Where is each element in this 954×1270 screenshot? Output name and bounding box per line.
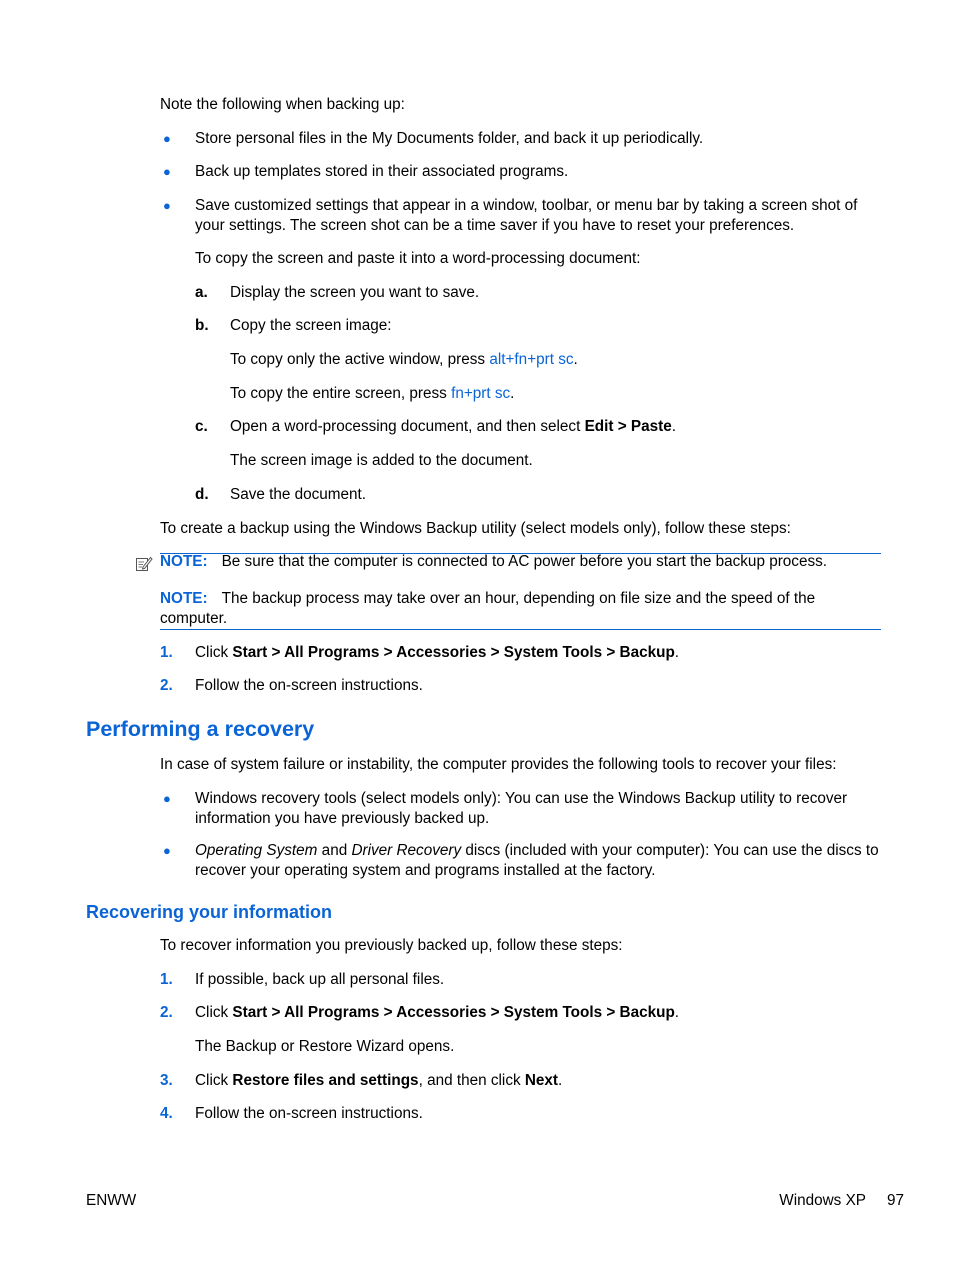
step-number: 1. xyxy=(160,644,173,661)
step-text: Click xyxy=(195,644,233,661)
section-heading: Performing a recovery xyxy=(86,717,315,741)
option-name: Restore files and settings xyxy=(232,1072,419,1089)
bullet-icon: ● xyxy=(163,843,171,858)
instruction-text: To copy only the active window, press xyxy=(230,351,490,368)
list-item: Save customized settings that appear in a window, toolbar, or menu bar by taking a screen shot of your settings. The screen shot can be a time saver if you have to reset your preferences. xyxy=(195,197,858,234)
punctuation: . xyxy=(558,1072,563,1089)
sub-step-d: Save the document. xyxy=(230,486,367,503)
list-item: Windows recovery tools (select models only): You can use the Windows Backup utility to recover information you have previously backed up. xyxy=(195,790,848,827)
step-letter: d. xyxy=(195,486,209,503)
step-number: 1. xyxy=(160,971,173,988)
list-text: and xyxy=(317,842,352,859)
list-item: Store personal files in the My Documents folder, and back it up periodically. xyxy=(195,130,704,147)
step-letter: b. xyxy=(195,317,209,334)
recover-step-1: If possible, back up all personal files. xyxy=(195,971,445,988)
footer-right xyxy=(779,1191,904,1211)
keyboard-shortcut: alt+fn+prt sc xyxy=(489,351,574,368)
bullet-icon: ● xyxy=(163,131,171,146)
step-letter: c. xyxy=(195,418,208,435)
note-1 xyxy=(160,552,885,572)
page-number: 97 xyxy=(886,1192,904,1209)
italic-term: Operating System xyxy=(195,842,318,859)
footer-left: ENWW xyxy=(86,1192,137,1209)
recover-step-2 xyxy=(195,1003,885,1023)
keyboard-shortcut: fn+prt sc xyxy=(451,385,511,402)
intro-text: Note the following when backing up: xyxy=(160,96,405,113)
step-text: Click xyxy=(195,1072,233,1089)
active-window-instruction xyxy=(230,350,880,370)
backup-step-1 xyxy=(195,643,885,663)
italic-term: Driver Recovery xyxy=(351,842,462,859)
step-number: 2. xyxy=(160,1004,173,1021)
entire-screen-instruction xyxy=(230,384,880,404)
step-number: 3. xyxy=(160,1072,173,1089)
instruction-text: To copy the entire screen, press xyxy=(230,385,452,402)
menu-path: Start > All Programs > Accessories > System Tools > Backup xyxy=(232,1004,675,1021)
note-label: NOTE: xyxy=(160,590,208,607)
backup-step-2: Follow the on-screen instructions. xyxy=(195,677,423,694)
note-pencil-icon xyxy=(135,555,153,573)
bullet-icon: ● xyxy=(163,198,171,213)
punctuation: . xyxy=(674,644,680,661)
punctuation: . xyxy=(573,351,578,368)
list-text: discs (included with your computer): You can use the discs to recover your operating system and programs installed at the factory. xyxy=(195,842,879,879)
step-number: 2. xyxy=(160,677,173,694)
note-bottom-rule xyxy=(160,629,881,630)
recover-step-4: Follow the on-screen instructions. xyxy=(195,1105,423,1122)
punctuation: . xyxy=(510,385,515,402)
sub-step-c xyxy=(230,417,880,437)
note-text: Be sure that the computer is connected to AC power before you start the backup process. xyxy=(221,553,828,570)
step-letter: a. xyxy=(195,284,208,301)
list-item: Back up templates stored in their associated programs. xyxy=(195,163,569,180)
menu-path: Edit > Paste xyxy=(584,418,672,435)
sub-step-a: Display the screen you want to save. xyxy=(230,284,480,301)
button-name: Next xyxy=(524,1072,559,1089)
step-text: , and then click xyxy=(418,1072,525,1089)
bullet-icon: ● xyxy=(163,791,171,806)
step-number: 4. xyxy=(160,1105,173,1122)
sub-step-b: Copy the screen image: xyxy=(230,317,392,334)
recover-step-3 xyxy=(195,1071,885,1091)
copy-intro: To copy the screen and paste it into a word-processing document: xyxy=(195,250,641,267)
sub-step-c-result: The screen image is added to the document. xyxy=(230,452,533,469)
note-2 xyxy=(160,589,860,628)
bullet-icon: ● xyxy=(163,164,171,179)
recovery-intro: In case of system failure or instability, the computer provides the following tools to recover your files: xyxy=(160,756,837,773)
subsection-heading: Recovering your information xyxy=(86,902,333,922)
punctuation: . xyxy=(671,418,676,435)
note-label: NOTE: xyxy=(160,553,208,570)
note-text: The backup process may take over an hour, depending on file size and the speed of the computer. xyxy=(160,590,816,627)
list-item xyxy=(195,841,885,880)
footer-section: Windows XP xyxy=(779,1192,866,1209)
backup-intro: To create a backup using the Windows Backup utility (select models only), follow these steps: xyxy=(160,520,791,537)
menu-path: Start > All Programs > Accessories > System Tools > Backup xyxy=(232,644,675,661)
punctuation: . xyxy=(674,1004,680,1021)
recover-intro: To recover information you previously backed up, follow these steps: xyxy=(160,937,623,954)
step-text: Click xyxy=(195,1004,233,1021)
step-text: Open a word-processing document, and then select xyxy=(230,418,585,435)
recover-step-2-result: The Backup or Restore Wizard opens. xyxy=(195,1038,455,1055)
